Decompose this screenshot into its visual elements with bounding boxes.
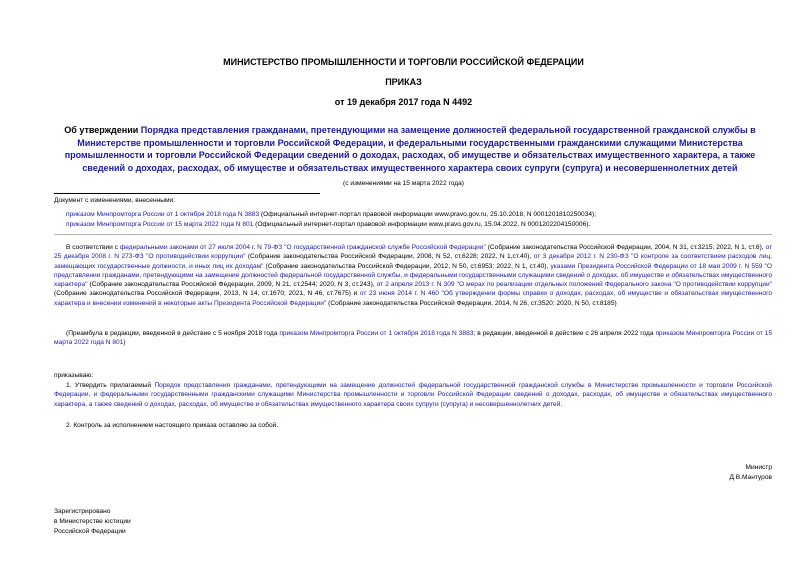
registration-line-3: Российской Федерации — [54, 528, 126, 535]
preamble-text-4: (Собрание законодательства Российской Федерации, 2012, N 50, ст.6953; 2022, N 1, ст.40), — [263, 262, 551, 270]
item-2-paragraph: 2. Контроль за исполнением настоящего приказа оставляю за собой. — [66, 422, 279, 429]
changes-item-2 — [66, 220, 772, 229]
order-3883-link[interactable]: приказом Минпромторга России от 1 октября 2018 года N 3883 — [279, 330, 474, 337]
changes-item-2-link[interactable]: приказом Минпромторга России от 15 марта 2022 года N 801 — [66, 221, 254, 228]
decree-460-link[interactable]: от 23 июня 2014 г. N 460 "Об утверждении формы справки о доходах, расходах, об имуществе и обязательствах имущественного характера и внесении изменений в некоторые акты Президента Российской Федерации" — [54, 290, 773, 307]
ministry-heading: МИНИСТЕРСТВО ПРОМЫШЛЕННОСТИ И ТОРГОВЛИ РОССИЙСКОЙ ФЕДЕРАЦИИ — [223, 57, 584, 67]
registration-line-1: Зарегистрировано — [54, 508, 111, 515]
changes-item-1-link[interactable]: приказом Минпромторга России от 1 октября 2018 года N 3883 — [66, 211, 260, 218]
changes-item-2-text: (Официальный интернет-портал правовой информации www.pravo.gov.ru, 15.04.2022, N 0001202204150006). — [253, 221, 591, 228]
amended-note: (с изменениями на 15 марта 2022 года) — [343, 180, 464, 187]
signature-name: Д.В.Мантуров — [729, 474, 772, 481]
registration-block — [54, 507, 254, 537]
law-230fz-link[interactable]: от 3 декабря 2012 г. N 230-ФЗ "О контроле за соответствием расходов лиц, замещающих государственные должности, и иных лиц их доходам" — [54, 253, 772, 270]
preamble-paragraph — [54, 243, 772, 308]
preamble-text-2: (Собрание законодательства Российской Федерации, 2004, N 31, ст.3215; 2022, N 1, ст.6), — [485, 244, 766, 251]
preamble-text-7: (Собрание законодательства Российской Федерации, 2014, N 26, ст.3520; 2020, N 50, ст.8185) — [326, 299, 617, 307]
document-title — [44, 124, 776, 174]
law-79fz-link[interactable]: федеральными законами от 27 июля 2004 г. N 79-ФЗ "О государственной гражданской службе Российской Федерации" — [119, 244, 486, 251]
item-1-text-1: 1. Утвердить прилагаемый — [66, 382, 155, 389]
preamble-note-text-3: ) — [123, 339, 126, 347]
order-801-link[interactable]: приказом Минпромторга России от 15 марта 2022 года N 801 — [54, 330, 773, 347]
procedure-link[interactable]: Порядок представления гражданами, претендующими на замещение должностей федеральной государственной гражданской службы в Министерстве промышленности и торговли Российской Федерации, и федеральными государственными гражданскими служащими Министерства промышленности и торговли Российской Федерации сведений о доходах, расходах, об имуществе и обязательствах имущественного характера, а также сведений о доходах, расходах, об имуществе и обязательствах имущественного характера своих супруги (супруга) и несовершеннолетних детей — [54, 382, 772, 408]
item-1-text-2: . — [560, 400, 563, 408]
law-273fz-link[interactable]: от 25 декабря 2008 г. N 273-ФЗ "О противодействии коррупции" — [54, 244, 772, 261]
changes-divider — [54, 193, 320, 194]
preamble-text-5: (Собрание законодательства Российской Федерации, 2009, N 21, ст.2544; 2020, N 3, ст.243), — [87, 281, 377, 289]
preamble-note-text-2: ; в редакции, введенной в действие с 26 апреля 2022 года — [473, 330, 656, 337]
item-1-paragraph — [54, 381, 772, 409]
decree-559-link[interactable]: указами Президента Российской Федерации от 18 мая 2009 г. N 559 "О представлении гражданами, претендующими на замещение должностей федеральной государственной службы, и федеральными государственными служащими сведений о доходах, об имуществе и обязательствах имущественного характера" — [54, 262, 773, 289]
preamble-text-6: (Собрание законодательства Российской Федерации, 2013, N 14, ст.1670; 2021, N 46, ст.7675) и — [54, 290, 360, 298]
section-divider — [54, 234, 772, 235]
date-number-heading: от 19 декабря 2017 года N 4492 — [334, 97, 473, 107]
title-prefix: Об утверждении — [64, 125, 141, 135]
registration-line-2: в Министерстве юстиции — [54, 518, 131, 525]
changes-item-1-text: (Официальный интернет-портал правовой информации www.pravo.gov.ru, 25.10.2018, N 0001201810250034); — [259, 211, 597, 218]
preamble-text-1: В соответствии с — [66, 244, 120, 251]
changes-intro: Документ с изменениями, внесенными: — [54, 197, 176, 204]
preamble-note — [54, 329, 772, 348]
preamble-note-text-1: (Преамбула в редакции, введенной в действие с 5 ноября 2018 года — [66, 330, 280, 337]
changes-item-1 — [66, 210, 772, 219]
signature-block — [600, 463, 772, 483]
title-link[interactable]: Порядка представления гражданами, претендующими на замещение должностей федеральной государственной гражданской службы в Министерстве промышленности и торговли Российской Федерации, и федеральными государственными гражданскими служащими Министерства промышленности и торговли Российской Федерации сведений о доходах, расходах, об имуществе и обязательствах имущественного характера, а также сведений о доходах, расходах, об имуществе и обязательствах имущественного характера своих супруги (супруга) и несовершеннолетних детей — [64, 125, 756, 173]
order-word: приказываю: — [54, 372, 94, 379]
signature-position: Министр — [745, 464, 772, 471]
decree-309-link[interactable]: от 2 апреля 2013 г. N 309 "О мерах по реализации отдельных положений Федерального закона "О противодействии коррупции" — [376, 281, 772, 289]
preamble-text-3: (Собрание законодательства Российской Федерации, 2008, N 52, ст.6228; 2022, N 1,ст.40), — [245, 253, 534, 261]
doc-type-heading: ПРИКАЗ — [385, 77, 422, 87]
